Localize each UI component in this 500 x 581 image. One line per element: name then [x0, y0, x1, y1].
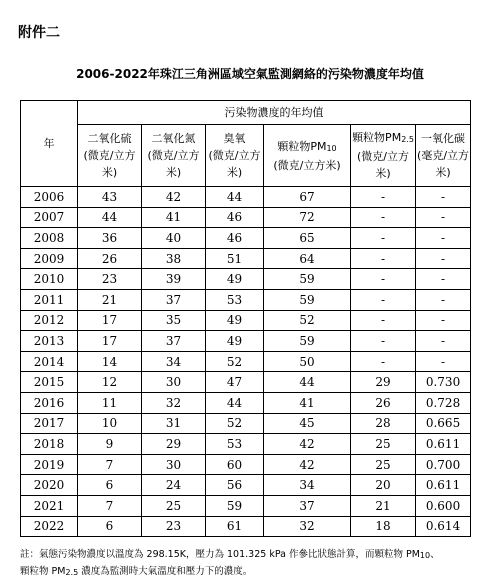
year-cell: 2019 [21, 454, 78, 475]
value-cell: 44 [264, 372, 351, 393]
value-cell: 29 [142, 434, 206, 455]
value-cell: 52 [206, 413, 264, 434]
value-cell: 23 [78, 269, 142, 290]
value-cell: 38 [142, 248, 206, 269]
value-cell: 53 [206, 434, 264, 455]
year-cell: 2006 [21, 187, 78, 208]
column-name-subscript: 2.5 [401, 135, 414, 144]
value-cell: 7 [78, 495, 142, 516]
value-cell: 39 [142, 269, 206, 290]
value-cell: 49 [206, 310, 264, 331]
value-cell: 44 [206, 392, 264, 413]
value-cell: 21 [351, 495, 416, 516]
value-cell: 14 [78, 351, 142, 372]
document-title: 2006-2022年珠江三角洲區域空氣監測網絡的污染物濃度年均值 [76, 67, 424, 81]
value-cell: 65 [264, 228, 351, 249]
value-cell: 0.730 [416, 372, 471, 393]
year-cell: 2016 [21, 392, 78, 413]
value-cell: 24 [142, 475, 206, 496]
value-cell: 37 [264, 495, 351, 516]
value-cell: - [416, 310, 471, 331]
value-cell: 35 [142, 310, 206, 331]
year-cell: 2011 [21, 289, 78, 310]
value-cell: 17 [78, 310, 142, 331]
table-row [21, 269, 471, 290]
value-cell: 0.700 [416, 454, 471, 475]
value-cell: - [416, 331, 471, 352]
value-cell: 30 [142, 454, 206, 475]
column-name: 顆粒物PM [277, 139, 327, 153]
value-cell: - [351, 310, 416, 331]
value-cell: 56 [206, 475, 264, 496]
value-cell: 42 [142, 187, 206, 208]
value-cell: 12 [78, 372, 142, 393]
value-cell: 59 [264, 331, 351, 352]
value-cell: 0.611 [416, 434, 471, 455]
table-row [21, 434, 471, 455]
value-cell: 52 [206, 351, 264, 372]
footnote [20, 547, 480, 581]
column-header-row [21, 125, 471, 187]
value-cell: 46 [206, 228, 264, 249]
year-cell: 2020 [21, 475, 78, 496]
value-cell: - [416, 228, 471, 249]
value-cell: 32 [264, 516, 351, 537]
value-cell: 26 [351, 392, 416, 413]
year-cell: 2012 [21, 310, 78, 331]
value-cell: 9 [78, 434, 142, 455]
column-unit: (微克/立方米) [273, 158, 341, 172]
value-cell: - [351, 351, 416, 372]
value-cell: 42 [264, 454, 351, 475]
value-cell: 30 [142, 372, 206, 393]
year-header: 年 [21, 101, 78, 187]
value-cell: 28 [351, 413, 416, 434]
column-name: 臭氧 [223, 132, 246, 145]
value-cell: 41 [264, 392, 351, 413]
year-cell: 2013 [21, 331, 78, 352]
value-cell: 0.611 [416, 475, 471, 496]
footnote-text: 顆粒物 PM [20, 566, 66, 577]
year-cell: 2015 [21, 372, 78, 393]
column-header [78, 125, 142, 187]
table-row [21, 516, 471, 537]
value-cell: - [351, 331, 416, 352]
column-unit: (微克/立方米) [83, 149, 136, 179]
value-cell: 32 [142, 392, 206, 413]
table-row [21, 454, 471, 475]
footnote-text: 註：氣態污染物濃度以溫度為 298.15K，壓力為 101.325 kPa 作參比狀態計算，而顆粒物 PM [20, 549, 420, 560]
table-body [21, 187, 471, 537]
value-cell: 46 [206, 207, 264, 228]
value-cell: - [416, 351, 471, 372]
value-cell: 10 [78, 413, 142, 434]
table-row [21, 248, 471, 269]
table-row [21, 413, 471, 434]
table-row [21, 475, 471, 496]
column-unit: (微克/立方米) [357, 150, 409, 180]
value-cell: - [416, 207, 471, 228]
value-cell: 34 [142, 351, 206, 372]
value-cell: 44 [78, 207, 142, 228]
table-row [21, 331, 471, 352]
value-cell: 43 [78, 187, 142, 208]
column-header [351, 125, 416, 187]
value-cell: - [351, 248, 416, 269]
value-cell: 34 [264, 475, 351, 496]
column-name: 顆粒物PM [352, 131, 402, 144]
column-unit: (微克/立方米) [208, 149, 261, 179]
value-cell: 0.600 [416, 495, 471, 516]
value-cell: 64 [264, 248, 351, 269]
year-cell: 2010 [21, 269, 78, 290]
value-cell: 41 [142, 207, 206, 228]
value-cell: 31 [142, 413, 206, 434]
year-cell: 2008 [21, 228, 78, 249]
value-cell: 42 [264, 434, 351, 455]
value-cell: 0.665 [416, 413, 471, 434]
table-row [21, 495, 471, 516]
column-header [142, 125, 206, 187]
value-cell: 21 [78, 289, 142, 310]
year-cell: 2017 [21, 413, 78, 434]
value-cell: - [416, 248, 471, 269]
value-cell: 0.728 [416, 392, 471, 413]
value-cell: 59 [264, 289, 351, 310]
value-cell: 52 [264, 310, 351, 331]
value-cell: 26 [78, 248, 142, 269]
value-cell: - [351, 269, 416, 290]
table-row [21, 289, 471, 310]
year-cell: 2007 [21, 207, 78, 228]
value-cell: 11 [78, 392, 142, 413]
table-row [21, 351, 471, 372]
value-cell: 23 [142, 516, 206, 537]
value-cell: 6 [78, 475, 142, 496]
value-cell: - [351, 289, 416, 310]
year-cell: 2018 [21, 434, 78, 455]
value-cell: 29 [351, 372, 416, 393]
table-row [21, 310, 471, 331]
footnote-text: 、 [430, 549, 440, 560]
value-cell: 59 [264, 269, 351, 290]
value-cell: - [416, 269, 471, 290]
table-row [21, 187, 471, 208]
table-row [21, 207, 471, 228]
year-cell: 2021 [21, 495, 78, 516]
pollutant-table [20, 100, 471, 537]
footnote-text: 濃度為監測時大氣溫度和壓力下的濃度。 [78, 566, 253, 577]
value-cell: 25 [142, 495, 206, 516]
value-cell: 17 [78, 331, 142, 352]
value-cell: 40 [142, 228, 206, 249]
value-cell: 7 [78, 454, 142, 475]
value-cell: 45 [264, 413, 351, 434]
value-cell: - [351, 228, 416, 249]
column-name: 二氧化硫 [87, 132, 132, 145]
footnote-subscript: 10 [419, 551, 431, 560]
value-cell: 49 [206, 269, 264, 290]
footnote-subscript: 2.5 [65, 568, 79, 577]
value-cell: - [416, 187, 471, 208]
value-cell: 51 [206, 248, 264, 269]
value-cell: 18 [351, 516, 416, 537]
value-cell: 50 [264, 351, 351, 372]
group-header: 污染物濃度的年均值 [78, 101, 471, 125]
column-unit: (毫克/立方米) [417, 149, 470, 179]
value-cell: 59 [206, 495, 264, 516]
value-cell: 25 [351, 454, 416, 475]
value-cell: - [351, 187, 416, 208]
value-cell: 67 [264, 187, 351, 208]
year-cell: 2009 [21, 248, 78, 269]
column-header [264, 125, 351, 187]
table-row [21, 392, 471, 413]
value-cell: 72 [264, 207, 351, 228]
value-cell: 60 [206, 454, 264, 475]
value-cell: 49 [206, 331, 264, 352]
value-cell: - [416, 289, 471, 310]
table-row [21, 228, 471, 249]
column-name: 二氧化氮 [151, 132, 196, 145]
value-cell: 6 [78, 516, 142, 537]
annex-label: 附件二 [18, 25, 60, 41]
column-name: 一氧化碳 [421, 132, 466, 145]
value-cell: - [351, 207, 416, 228]
value-cell: 37 [142, 331, 206, 352]
value-cell: 61 [206, 516, 264, 537]
value-cell: 47 [206, 372, 264, 393]
value-cell: 36 [78, 228, 142, 249]
value-cell: 44 [206, 187, 264, 208]
column-header [416, 125, 471, 187]
table-row [21, 372, 471, 393]
column-header [206, 125, 264, 187]
value-cell: 53 [206, 289, 264, 310]
year-cell: 2014 [21, 351, 78, 372]
value-cell: 20 [351, 475, 416, 496]
column-unit: (微克/立方米) [147, 149, 200, 179]
value-cell: 0.614 [416, 516, 471, 537]
value-cell: 25 [351, 434, 416, 455]
value-cell: 37 [142, 289, 206, 310]
column-name-subscript: 10 [326, 143, 337, 153]
year-cell: 2022 [21, 516, 78, 537]
